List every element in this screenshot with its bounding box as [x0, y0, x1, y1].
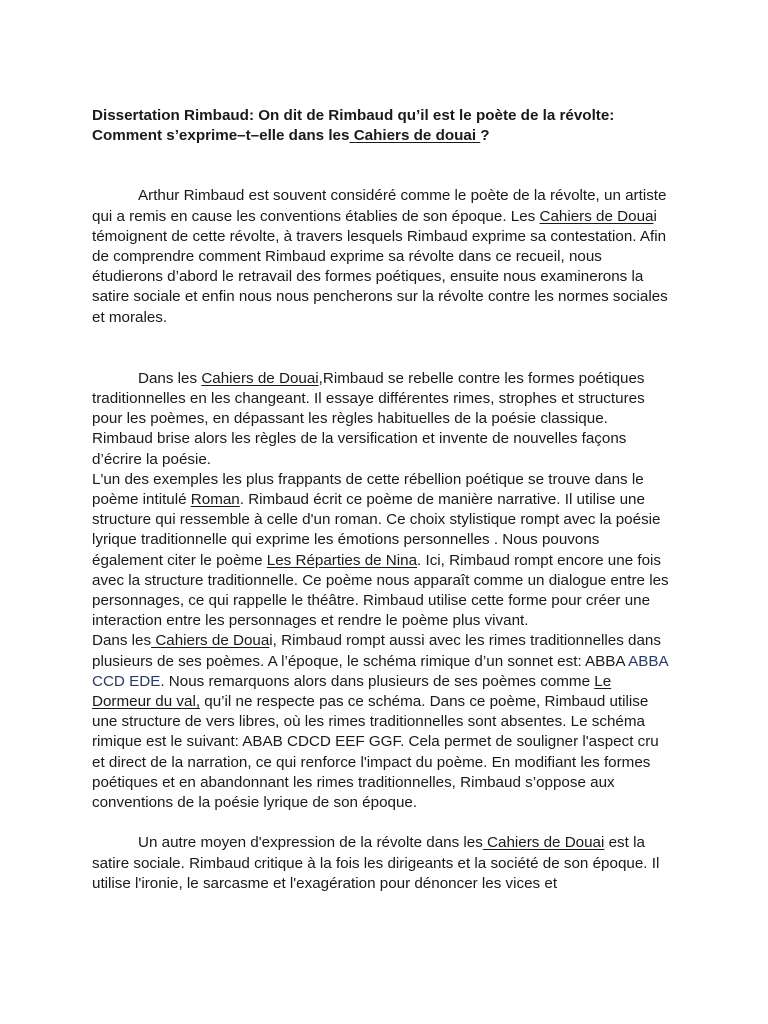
part1-p2-text-2: . Rimbaud écrit ce poème de manière narrative. Il utilise une structure qui ressemble à celle d'un roman. Ce choix stylistique rompt avec la poésie lyrique traditionnelle qui exprime les émotions personnelles . Nous pouvons également citer le poème: [92, 491, 661, 569]
part1-p2-text-3: . Ici, Rimbaud rompt encore une fois avec la structure traditionnelle. Ce poème nous apparaît comme un dialogue entre les personnages, ce qui rappelle le théâtre. Rimbaud utilise cette forme pour créer une interaction entre les personnages et rendre le poème plus vivant.: [92, 551, 669, 630]
spacer: [92, 813, 672, 833]
intro-text-2: i témoignent de cette révolte, à travers lesquels Rimbaud exprime sa contestation. Afin de comprendre comment Rimbaud exprime sa révolte dans ce recueil, nous étudierons d’abord le retravail des formes poétiques, ensuite nous examinerons la satire sociale et enfin nous nous pencherons sur la révolte contre les normes sociales et morales.: [92, 207, 668, 326]
reparties-de-nina-link[interactable]: Les Réparties de Nina: [266, 551, 418, 569]
title-cahiers-link[interactable]: Cahiers de douai: [349, 127, 481, 145]
title-line-2: [92, 126, 672, 146]
dormeur-du-val-link[interactable]: Le Dormeur du val,: [92, 672, 612, 711]
document-title: [92, 106, 672, 146]
spacer: [92, 146, 672, 186]
roman-link[interactable]: Roman: [190, 491, 240, 509]
part1-p3-cahiers-link[interactable]: Cahiers de Doua: [151, 632, 270, 650]
intro-text-1: Arthur Rimbaud est souvent considéré comme le poète de la révolte, un artiste qui a remis en cause les conventions établies de son époque. Les: [92, 187, 667, 225]
intro-cahiers-link[interactable]: Cahiers de Doua: [539, 207, 654, 225]
title-line-1: Dissertation Rimbaud: On dit de Rimbaud qu’il est le poète de la révolte:: [92, 107, 615, 124]
part1-p2-text-1: L'un des exemples les plus frappants de cette rébellion poétique se trouve dans le poème intitulé: [92, 470, 644, 509]
part1-p1-text-1: Dans les: [138, 369, 202, 387]
part2-text-1: Un autre moyen d'expression de la révolte dans les: [138, 834, 483, 852]
sonnet-scheme-text: ABBA CCD EDE: [92, 652, 668, 690]
part1-cahiers-link[interactable]: Cahiers de Douai: [201, 369, 319, 387]
part2-cahiers-link[interactable]: Cahiers de Douai: [482, 834, 605, 852]
part1-p1-text-2: ,Rimbaud se rebelle contre les formes poétiques traditionnelles en les changeant. Il essaye différentes rimes, strophes et structures pour les poèmes, en dépassant les règles habituelles de la poésie classique. Rimbaud brise alors les règles de la versification et invente de nouvelles façons d’écrire la poésie.: [92, 369, 645, 468]
part1-p3-text-4: qu’il ne respecte pas ce schéma. Dans ce poème, Rimbaud utilise une structure de vers libres, où les rimes traditionnelles sont absentes. Le schéma rimique est le suivant: ABAB CDCD EEF GGF. Cela permet de souligner l'aspect cru et direct de la narration, ce qui renforce l'impact du poème. En modifiant les formes poétiques et en abandonnant les rimes traditionnelles, Rimbaud s’oppose aux conventions de la poésie lyrique de son époque.: [92, 693, 659, 812]
part1-paragraph-3: [92, 631, 672, 813]
title-line-2-suffix: ?: [480, 127, 490, 145]
part1-paragraph-1: [92, 369, 672, 470]
spacer: [92, 328, 672, 369]
title-line-2-prefix: Comment s’exprime–t–elle dans les: [92, 127, 350, 145]
part1-p3-text-1: Dans les: [92, 632, 152, 650]
intro-paragraph: [92, 186, 672, 327]
part1-p3-text-2: i, Rimbaud rompt aussi avec les rimes traditionnelles dans plusieurs de ses poèmes. A l’époque, le schéma rimique d’un sonnet est: ABBA: [92, 632, 661, 670]
part1-p3-text-3: . Nous remarquons alors dans plusieurs de ses poèmes comme: [160, 672, 595, 690]
part2-text-2: est la satire sociale. Rimbaud critique à la fois les dirigeants et la société de son époque. Il utilise l'ironie, le sarcasme et l'exagération pour dénoncer les vices et: [92, 834, 660, 892]
part2-paragraph: [92, 833, 672, 894]
part1-paragraph-2: [92, 470, 672, 632]
